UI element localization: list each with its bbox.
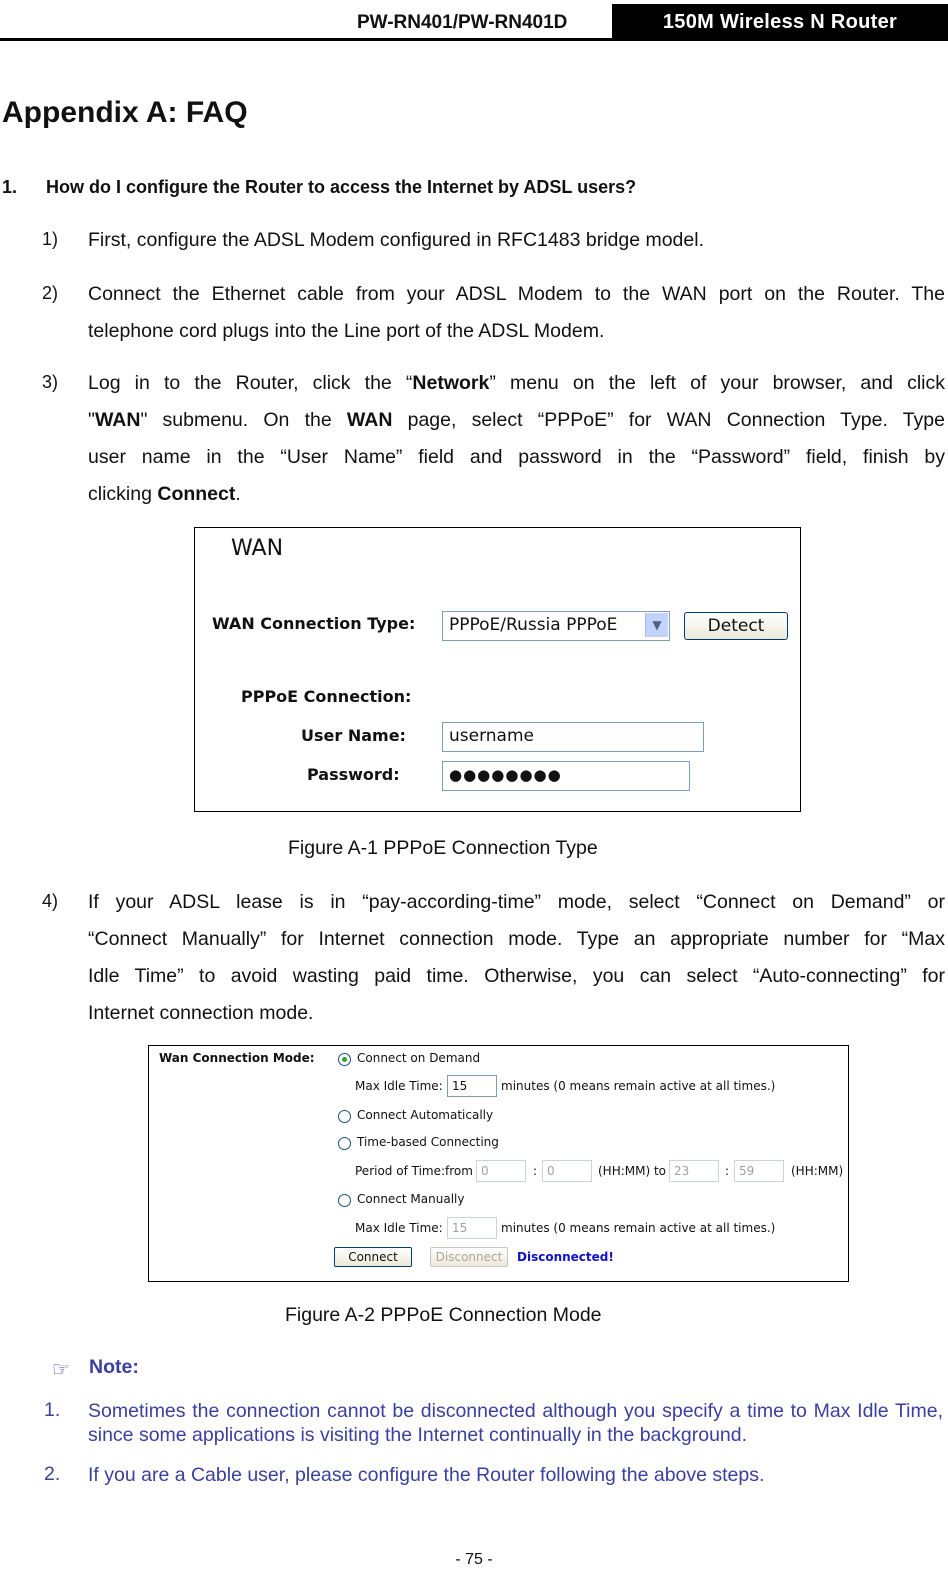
step-3-wan-bold-1: WAN (94, 409, 141, 431)
time-based-connecting-radio[interactable] (338, 1137, 351, 1150)
password-label: Password: (307, 765, 400, 784)
step-3-text (88, 365, 945, 513)
period-of-time-label: Period of Time:from (355, 1164, 473, 1178)
connect-automatically-label: Connect Automatically (357, 1108, 494, 1122)
note-2-text: If you are a Cable user, please configure the Router following the above steps. (88, 1464, 765, 1486)
note-1-number: 1. (44, 1399, 61, 1421)
step-1-number: 1) (42, 229, 59, 249)
step-2-text (88, 276, 945, 350)
step-2-number: 2) (42, 283, 59, 303)
wan-connection-type-value: PPPoE/Russia PPPoE (449, 615, 618, 635)
max-idle-minutes-text-2: minutes (0 means remain active at all times.) (501, 1221, 776, 1235)
max-idle-time-label-2: Max Idle Time: (355, 1221, 443, 1235)
step-3-text-j: clicking (88, 483, 158, 505)
connect-manually-radio[interactable] (338, 1194, 351, 1207)
question-number: 1. (2, 177, 18, 197)
step-3-text-l: . (235, 483, 241, 505)
step-4-text (88, 884, 945, 1032)
max-idle-time-input[interactable]: 15 (447, 1075, 497, 1097)
appendix-title: Appendix A: FAQ (2, 96, 248, 129)
step-3-line-4 (88, 476, 945, 513)
step-3-number: 3) (42, 372, 59, 392)
period-from-hour-input[interactable]: 0 (476, 1160, 526, 1182)
connect-manually-label: Connect Manually (357, 1192, 465, 1206)
note-title: Note: (89, 1356, 139, 1378)
username-input[interactable]: username (442, 722, 704, 752)
step-4-line-1: If your ADSL lease is in “pay-according-time” mode, select “Connect on Demand” or (88, 891, 945, 913)
step-3-text-d: " (88, 409, 95, 431)
step-3-line-3: user name in the “User Name” field and password in the “Password” field, finish by (88, 446, 945, 468)
page-number: - 75 - (455, 1551, 493, 1568)
step-3-line-2 (88, 402, 945, 439)
max-idle-time-input-2[interactable]: 15 (447, 1217, 497, 1239)
step-3-text-c: ” menu on the left of your browser, and click (489, 372, 945, 394)
connection-status: Disconnected! (517, 1250, 614, 1264)
note-1-text: Sometimes the connection cannot be disconnected although you specify a time to Max Idle Time, since some applications is visiting the Internet continually in the background. (88, 1400, 943, 1446)
period-to-minute-input[interactable]: 59 (734, 1160, 784, 1182)
step-1-text (88, 222, 945, 259)
step-2-line-2: telephone cord plugs into the Line port of the ADSL Modem. (88, 320, 605, 342)
header-model: PW-RN401/PW-RN401D (357, 12, 568, 33)
period-from-minute-input[interactable]: 0 (542, 1160, 592, 1182)
detect-button[interactable]: Detect (684, 612, 788, 640)
wan-title: WAN (231, 536, 284, 561)
figure-1-caption: Figure A-1 PPPoE Connection Type (288, 837, 598, 859)
step-3-text-h: page, select “PPPoE” for WAN Connection Type. Type (392, 409, 945, 431)
figure-1-wan-screenshot (194, 527, 801, 812)
header-product-tab: 150M Wireless N Router (612, 4, 948, 40)
step-4-line-4: Internet connection mode. (88, 1002, 314, 1024)
step-4-line-2: “Connect Manually” for Internet connection mode. Type an appropriate number for “Max (88, 928, 945, 950)
pointing-hand-icon: ☞ (52, 1359, 70, 1381)
step-4-number: 4) (42, 891, 59, 911)
period-from-colon: : (533, 1164, 538, 1178)
connect-on-demand-label: Connect on Demand (357, 1051, 481, 1065)
max-idle-minutes-text: minutes (0 means remain active at all times.) (501, 1079, 776, 1093)
pppoe-connection-label: PPPoE Connection: (241, 687, 412, 706)
figure-2-caption: Figure A-2 PPPoE Connection Mode (285, 1304, 602, 1326)
period-hhmm-text: (HH:MM) (791, 1164, 844, 1178)
disconnect-button[interactable]: Disconnect (430, 1247, 508, 1267)
question-text: How do I configure the Router to access the Internet by ADSL users? (46, 177, 637, 197)
password-input[interactable]: ●●●●●●●● (442, 761, 690, 791)
wan-connection-type-label: WAN Connection Type: (212, 614, 416, 633)
header-rule (0, 38, 948, 41)
period-to-colon: : (725, 1164, 730, 1178)
step-4-line-3: Idle Time” to avoid wasting paid time. Otherwise, you can select “Auto-connecting” for (88, 965, 945, 987)
step-1-line: First, configure the ADSL Modem configured in RFC1483 bridge model. (88, 229, 705, 251)
step-3-network-bold: Network (412, 372, 490, 394)
step-2-line-1: Connect the Ethernet cable from your ADSL Modem to the WAN port on the Router. The (88, 283, 945, 305)
period-to-hour-input[interactable]: 23 (669, 1160, 719, 1182)
connect-automatically-radio[interactable] (338, 1110, 351, 1123)
step-3-text-a: Log in to the Router, click the “ (88, 372, 413, 394)
connect-on-demand-radio[interactable] (338, 1053, 351, 1066)
time-based-connecting-label: Time-based Connecting (357, 1135, 499, 1149)
wan-connection-type-select[interactable] (442, 611, 670, 641)
step-3-connect-bold: Connect (157, 483, 236, 505)
period-hhmm-to-text: (HH:MM) to (598, 1164, 667, 1178)
step-3-line-1 (88, 365, 945, 402)
note-2-number: 2. (44, 1463, 61, 1485)
wan-connection-mode-label: Wan Connection Mode: (159, 1051, 315, 1065)
figure-2-connection-mode-screenshot (148, 1045, 849, 1282)
step-3-text-f: " submenu. On the (140, 409, 347, 431)
username-label: User Name: (301, 726, 406, 745)
step-3-wan-bold-2: WAN (346, 409, 393, 431)
connect-button[interactable]: Connect (334, 1247, 412, 1267)
max-idle-time-label: Max Idle Time: (355, 1079, 443, 1093)
chevron-down-icon[interactable]: ▼ (645, 613, 668, 637)
